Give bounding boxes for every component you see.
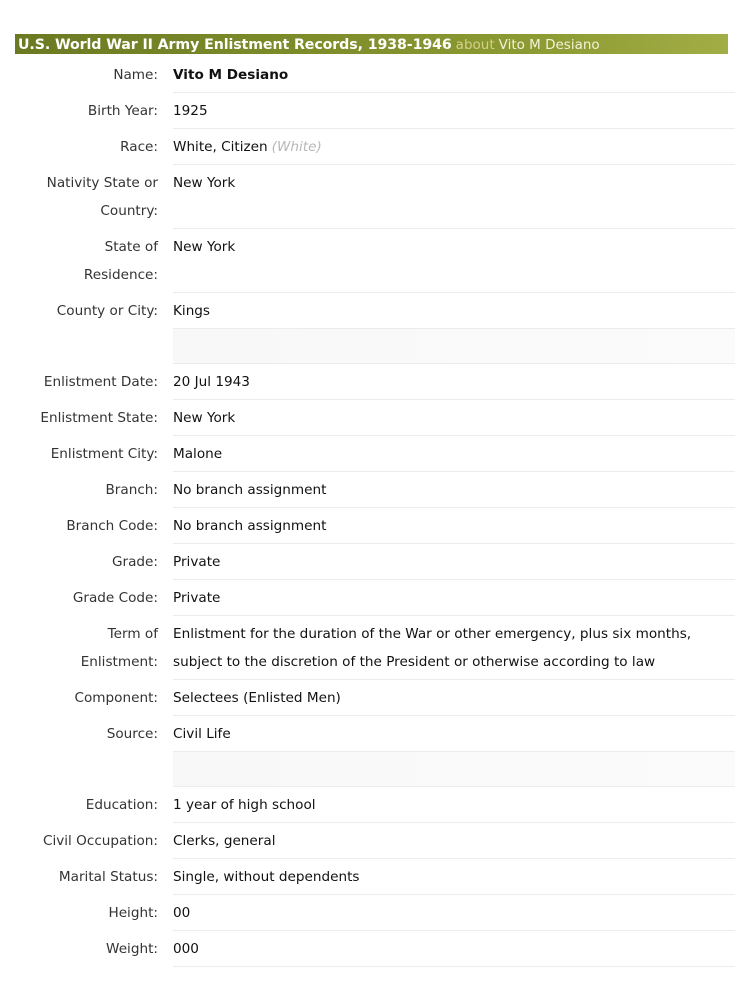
record-row-race	[15, 129, 735, 165]
field-label: Grade Code:	[72, 590, 158, 606]
field-label: Weight:	[106, 941, 158, 957]
field-label: Branch:	[105, 482, 158, 498]
record-row-spacer	[15, 329, 735, 364]
field-value-enlistment-city: Malone	[173, 436, 735, 472]
field-label	[15, 165, 158, 229]
record-row-enlistment-date	[15, 364, 735, 400]
field-value-civil-occupation: Clerks, general	[173, 823, 735, 859]
record-row-enlistment-city	[15, 436, 735, 472]
field-label: Enlistment Date:	[43, 374, 158, 390]
field-value-marital-status: Single, without dependents	[173, 859, 735, 895]
spacer-label	[15, 329, 158, 364]
record-row-grade	[15, 544, 735, 580]
field-label-line2: Enlistment:	[80, 654, 158, 670]
record-row-marital-status	[15, 859, 735, 895]
record-row-name	[15, 57, 735, 93]
field-label: Enlistment City:	[50, 446, 158, 462]
term-value-line2: subject to the discretion of the President or otherwise according to law	[173, 654, 656, 670]
field-label: Source:	[106, 726, 158, 742]
field-value-education: 1 year of high school	[173, 787, 735, 823]
field-label-line2: Residence:	[83, 267, 158, 283]
record-row-birth-year	[15, 93, 735, 129]
about-label: about	[455, 37, 495, 53]
field-label: Enlistment State:	[40, 410, 158, 426]
record-collection-title: U.S. World War II Army Enlistment Records, 1938-1946	[18, 37, 452, 53]
field-value-birth-year: 1925	[173, 93, 735, 129]
field-value-grade: Private	[173, 544, 735, 580]
field-label: Education:	[85, 797, 158, 813]
record-row-term	[15, 616, 735, 680]
field-value-grade-code: Private	[173, 580, 735, 616]
spacer-value	[173, 329, 735, 364]
field-label: Height:	[108, 905, 158, 921]
field-label-line1: Term of	[107, 626, 158, 642]
record-row-grade-code	[15, 580, 735, 616]
race-value-text: White, Citizen	[173, 139, 268, 155]
record-row-civil-occupation	[15, 823, 735, 859]
person-name-link[interactable]: Vito M Desiano	[498, 37, 600, 53]
field-label: Branch Code:	[66, 518, 158, 534]
race-note: (White)	[271, 139, 322, 155]
field-label-line1: State of	[104, 239, 158, 255]
field-label: Name:	[113, 67, 158, 83]
record-row-nativity	[15, 165, 735, 229]
field-label: Birth Year:	[87, 103, 158, 119]
field-value-enlistment-date: 20 Jul 1943	[173, 364, 735, 400]
field-value-component: Selectees (Enlisted Men)	[173, 680, 735, 716]
record-row-residence	[15, 229, 735, 293]
record-title-bar	[15, 34, 728, 54]
record-row-branch-code	[15, 508, 735, 544]
field-label-line1: Nativity State or	[46, 175, 158, 191]
field-label: Grade:	[111, 554, 158, 570]
record-details-table	[15, 57, 735, 967]
field-label	[15, 616, 158, 680]
field-value-branch-code: No branch assignment	[173, 508, 735, 544]
field-value-residence: New York	[173, 229, 735, 293]
field-label: Civil Occupation:	[42, 833, 158, 849]
record-row-branch	[15, 472, 735, 508]
field-label: Component:	[74, 690, 158, 706]
record-row-source	[15, 716, 735, 752]
record-row-component	[15, 680, 735, 716]
field-label: County or City:	[56, 303, 158, 319]
field-value-branch: No branch assignment	[173, 472, 735, 508]
spacer-value	[173, 752, 735, 787]
record-row-spacer	[15, 752, 735, 787]
field-value-source: Civil Life	[173, 716, 735, 752]
field-value-county: Kings	[173, 293, 735, 329]
field-value-weight: 000	[173, 931, 735, 967]
field-value-name: Vito M Desiano	[173, 57, 735, 93]
field-value-enlistment-state: New York	[173, 400, 735, 436]
field-value-height: 00	[173, 895, 735, 931]
record-row-county	[15, 293, 735, 329]
field-value-term	[173, 616, 735, 680]
record-row-enlistment-state	[15, 400, 735, 436]
field-label	[15, 229, 158, 293]
field-value-race	[173, 129, 735, 165]
spacer-label	[15, 752, 158, 787]
term-value-line1: Enlistment for the duration of the War or other emergency, plus six months,	[173, 626, 692, 642]
field-label: Race:	[120, 139, 158, 155]
record-row-education	[15, 787, 735, 823]
record-row-weight	[15, 931, 735, 967]
field-label-line2: Country:	[100, 203, 158, 219]
field-label: Marital Status:	[58, 869, 158, 885]
record-row-height	[15, 895, 735, 931]
field-value-nativity: New York	[173, 165, 735, 229]
